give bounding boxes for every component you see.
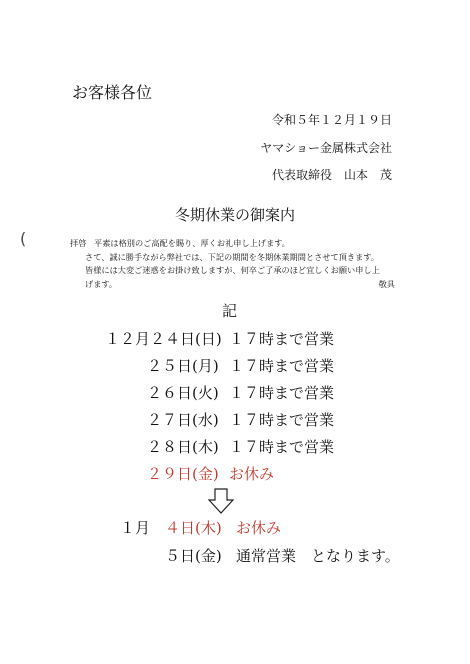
opening-word: 拝啓: [70, 238, 87, 248]
letter-body: [70, 237, 395, 291]
letter-line-2: さて、誠に勝手ながら弊社では、下記の期間を冬期休業期間とさせて頂きます。: [85, 251, 379, 262]
punch-hole-mark: (: [20, 229, 27, 248]
letter-line-3: 皆様には大変ご迷惑をお掛け致しますが、何卒ご了承のほど宜しくお願い申し上: [85, 265, 380, 275]
january-closed-date: ４日(木): [165, 519, 222, 537]
document-title: 冬期休業の御案内: [174, 206, 295, 224]
schedule-status-6: お休み: [229, 465, 275, 483]
january-closed-status: お休み: [236, 519, 282, 537]
schedule-status-2: １７時まで営業: [229, 357, 335, 375]
schedule-date-3: ２６日(火): [147, 384, 219, 402]
schedule-status-4: １７時まで営業: [229, 411, 335, 429]
down-arrow-icon: [208, 488, 234, 518]
january-month: １月: [120, 519, 151, 537]
addressee: お客様各位: [72, 83, 153, 102]
january-reopen-date: ５日(金): [165, 547, 222, 565]
representative-name: 代表取締役 山本 茂: [271, 168, 392, 182]
schedule-status-5: １７時まで営業: [229, 438, 335, 456]
letter-line-1: 拝啓 平素は格別のご高配を賜り、厚くお礼申し上げます。: [70, 237, 395, 251]
letter-date: 令和５年１２月１９日: [271, 113, 392, 127]
schedule-status-1: １７時まで営業: [229, 330, 335, 348]
schedule-status-3: １７時まで営業: [229, 384, 335, 402]
closing-word: 敬具: [378, 278, 395, 289]
company-name: ヤマショー金属株式会社: [260, 141, 392, 155]
notice-heading: 記: [222, 302, 238, 320]
schedule-date-5: ２８日(木): [147, 438, 219, 456]
january-reopen-status: 通常営業 となります。: [236, 547, 400, 565]
schedule-date-2: ２５日(月): [147, 357, 219, 375]
schedule-date-1: １２月２４日(日): [105, 330, 222, 348]
letter-line-4: げます。 敬具: [70, 278, 395, 292]
schedule-date-6: ２９日(金): [147, 465, 219, 483]
schedule-date-4: ２７日(水): [147, 411, 219, 429]
